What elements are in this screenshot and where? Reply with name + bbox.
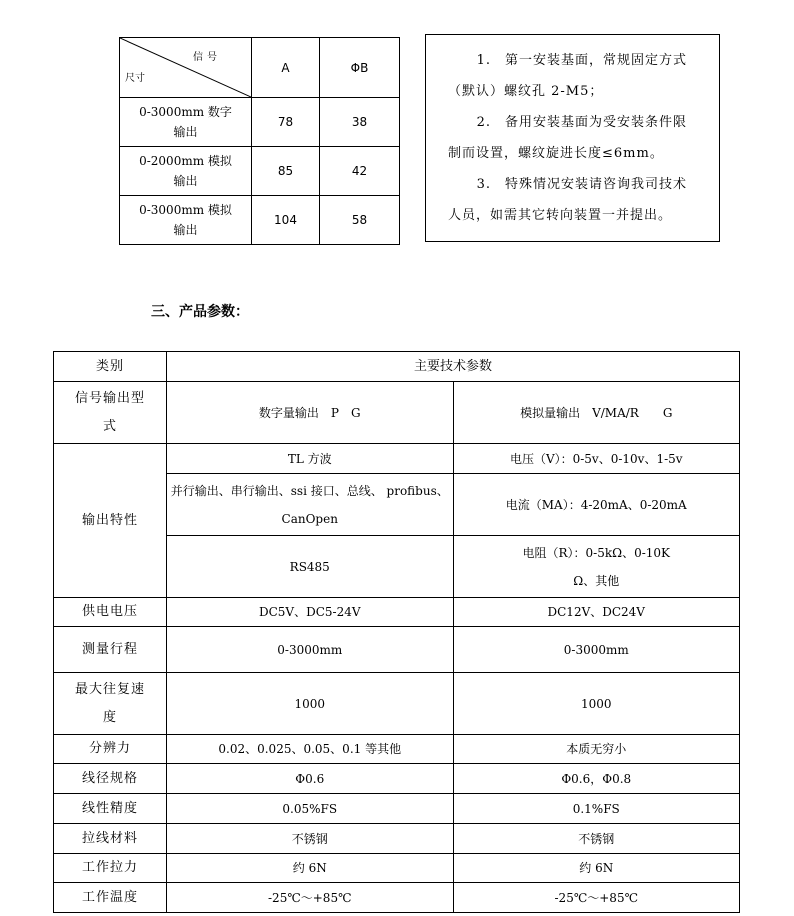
digital-value: Φ0.6 [167,764,454,794]
output-characteristics-label: 输出特性 [54,444,167,598]
table-row [54,352,740,382]
param-label: 拉线材料 [54,824,167,854]
main-params-header: 主要技术参数 [167,352,740,382]
table-row [54,854,740,883]
column-b-header: ΦB [320,38,400,98]
analog-value: 1000 [453,673,740,735]
digital-value: 不锈钢 [167,824,454,854]
digital-value: 0.02、0.025、0.05、0.1 等其他 [167,735,454,764]
signal-label: 信号 [193,52,221,63]
row-label: 0-3000mm 模拟 输出 [120,196,252,245]
dimension-table [119,37,400,245]
table-row [54,673,740,735]
table-row [54,627,740,673]
value-a: 78 [252,98,320,147]
table-row [54,444,740,474]
table-row [54,824,740,854]
analog-output-1: 电压（V）：0-5v、0-10v、1-5v [453,444,740,474]
digital-value: -25℃～+85℃ [167,883,454,913]
analog-value: DC12V、DC24V [453,598,740,627]
analog-value: 不锈钢 [453,824,740,854]
digital-value: 1000 [167,673,454,735]
param-label: 最大往复速 度 [54,673,167,735]
table-row [120,196,400,245]
param-label: 分辨力 [54,735,167,764]
param-label: 测量行程 [54,627,167,673]
note-1: 1. 第一安装基面，常规固定方式 [476,53,687,68]
section-heading: 三、产品参数： [151,304,249,320]
value-b: 38 [320,98,400,147]
table-row [120,98,400,147]
diagonal-header-cell [120,38,252,98]
digital-value: 约 6N [167,854,454,883]
digital-output-3: RS485 [167,536,454,598]
digital-output-1: TL 方波 [167,444,454,474]
param-label: 线径规格 [54,764,167,794]
table-row [54,794,740,824]
analog-value: 0.1%FS [453,794,740,824]
value-a: 104 [252,196,320,245]
parameter-table [53,351,740,913]
row-label: 0-2000mm 模拟 输出 [120,147,252,196]
digital-value: 0-3000mm [167,627,454,673]
analog-value: Φ0.6，Φ0.8 [453,764,740,794]
param-label: 线性精度 [54,794,167,824]
column-a-header: A [252,38,320,98]
digital-value: DC5V、DC5-24V [167,598,454,627]
analog-output-header: 模拟量输出 V/MA/R G [453,382,740,444]
table-row [120,147,400,196]
analog-output-2: 电流（MA）：4-20mA、0-20mA [453,474,740,536]
digital-value: 0.05%FS [167,794,454,824]
value-b: 42 [320,147,400,196]
size-label: 尺寸 [125,73,145,84]
analog-value: 本质无穷小 [453,735,740,764]
diagonal-line [120,38,251,97]
analog-output-3: 电阻（R）：0-5kΩ、0-10K Ω、其他 [453,536,740,598]
table-row [54,883,740,913]
note-3: 3. 特殊情况安装请咨询我司技术 [476,177,687,192]
category-header: 类别 [54,352,167,382]
value-a: 85 [252,147,320,196]
analog-value: 约 6N [453,854,740,883]
note-2: 2. 备用安装基面为受安装条件限 [476,115,687,130]
digital-output-header: 数字量输出 P G [167,382,454,444]
installation-notes: 1. 第一安装基面，常规固定方式 （默认）螺纹孔 2-M5； 2. 备用安装基面为受安装条件限 制而设置，螺纹旋进长度≤6mm。 3. 特殊情况安装请咨询我司技术 人员，如需其它转向装置一并提出。 [425,34,720,242]
analog-value: 0-3000mm [453,627,740,673]
row-label: 0-3000mm 数字 输出 [120,98,252,147]
analog-value: -25℃～+85℃ [453,883,740,913]
value-b: 58 [320,196,400,245]
signal-type-label: 信号输出型 式 [54,382,167,444]
table-row [54,382,740,444]
param-label: 工作拉力 [54,854,167,883]
table-row [54,735,740,764]
table-row [54,764,740,794]
param-label: 供电电压 [54,598,167,627]
digital-output-2: 并行输出、串行输出、ssi 接口、总线、 profibus、 CanOpen [167,474,454,536]
table-row [54,598,740,627]
param-label: 工作温度 [54,883,167,913]
